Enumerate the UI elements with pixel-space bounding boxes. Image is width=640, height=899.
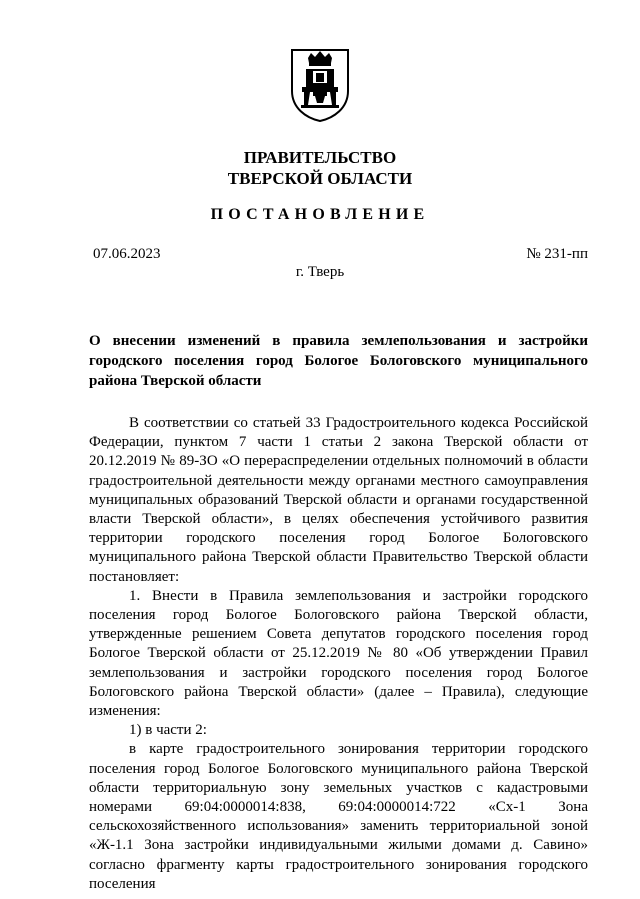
document-body <box>89 414 588 894</box>
document-number: № 231-пп <box>526 246 588 262</box>
government-name-line1: ПРАВИТЕЛЬСТВО <box>243 148 397 167</box>
paragraph-item-1: 1. Внести в Правила землепользования и застройки городского поселения город Бологое Бологовского района Тверской области, утвержденные решением Совета депутатов городского поселения город Бологое Тверской области от 25.12.2019 № 80 «Об утверждении Правил землепользования и застройки городского поселения город Бологое Бологовского района Тверской области» (далее – Правила), следующие изменения: <box>89 587 588 720</box>
document-type: ПОСТАНОВЛЕНИЕ <box>210 206 430 223</box>
paragraph-subitem-1: 1) в части 2: <box>129 722 207 739</box>
document-title: О внесении изменений в правила землепользования и застройки городского поселения город Бологое Бологовского муниципального района Тверской области <box>89 333 588 389</box>
paragraph-map-change: в карте градостроительного зонирования территории городского поселения город Бологое Бологовского муниципального района Тверской области территориальную зону земельных участков с кадастровыми номерами 69:04:0000014:838, 69:04:0000014:722 «Сх-1 Зона сельскохозяйственного использования» заменить территориальной зоной «Ж-1.1 Зона застройки индивидуальными жилыми домами д. Савино» согласно фрагменту карты градостроительного зонирования городского поселения <box>89 741 588 892</box>
tver-coat-of-arms-icon <box>289 47 351 123</box>
document-city: г. Тверь <box>295 264 345 280</box>
document-date: 07.06.2023 <box>93 246 161 262</box>
paragraph-preamble: В соответствии со статьей 33 Градостроительного кодекса Российской Федерации, пунктом 7 части 1 статьи 2 закона Тверской области от 20.12.2019 № 89-ЗО «О перераспределении отдельных полномочий в области градостроительной деятельности между органами местного самоуправления муниципальных образований Тверской области и органами государственной власти Тверской области», в целях обеспечения устойчивого развития территории городского поселения город Бологое Бологовского муниципального района Тверской области Правительство Тверской области постановляет: <box>89 415 588 585</box>
government-name-line2: ТВЕРСКОЙ ОБЛАСТИ <box>227 169 413 188</box>
